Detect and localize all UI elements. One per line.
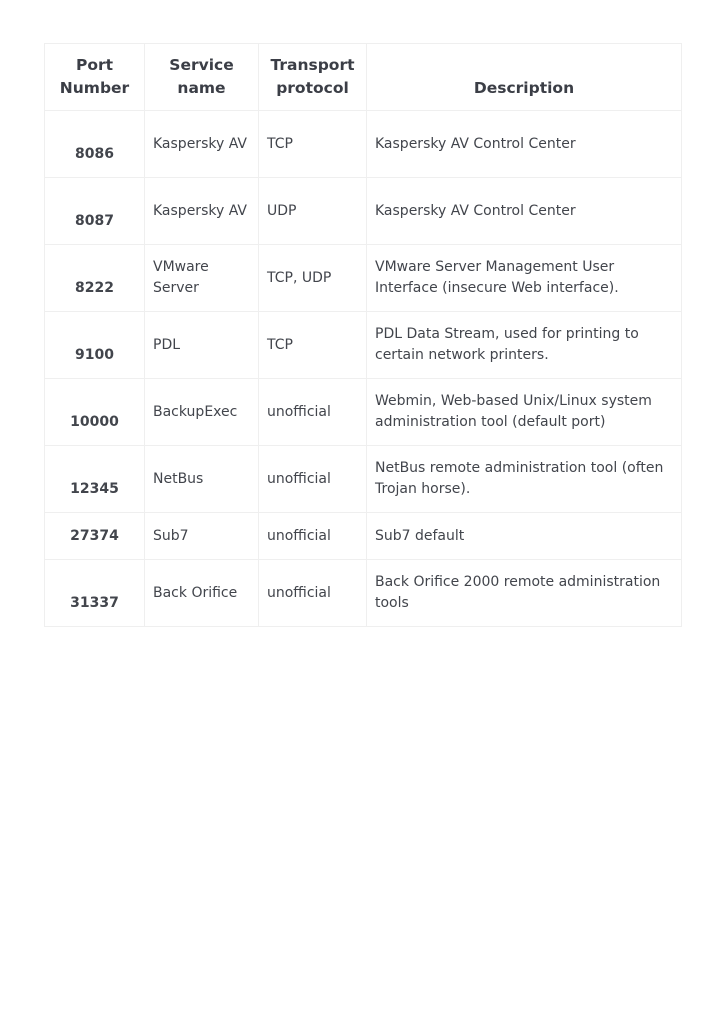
description-cell: Webmin, Web-based Unix/Linux system administration tool (default port) <box>367 379 682 446</box>
service-cell: Kaspersky AV <box>145 111 259 178</box>
service-cell: PDL <box>145 312 259 379</box>
header-service-name: Service name <box>145 44 259 111</box>
header-transport-protocol: Transport protocol <box>259 44 367 111</box>
transport-cell: TCP, UDP <box>259 245 367 312</box>
table-row <box>45 379 682 446</box>
description-cell: Sub7 default <box>367 513 682 560</box>
description-cell: Back Orifice 2000 remote administration tools <box>367 560 682 627</box>
port-cell: 8086 <box>45 111 145 178</box>
port-cell: 9100 <box>45 312 145 379</box>
header-description: Description <box>367 44 682 111</box>
transport-cell: UDP <box>259 178 367 245</box>
service-cell: Kaspersky AV <box>145 178 259 245</box>
ports-table <box>44 43 682 627</box>
port-cell: 8087 <box>45 178 145 245</box>
port-cell: 27374 <box>45 513 145 560</box>
transport-cell: unofficial <box>259 379 367 446</box>
transport-cell: unofficial <box>259 513 367 560</box>
description-cell: PDL Data Stream, used for printing to certain network printers. <box>367 312 682 379</box>
table-header-row <box>45 44 682 111</box>
service-cell: NetBus <box>145 446 259 513</box>
service-cell: VMware Server <box>145 245 259 312</box>
transport-cell: unofficial <box>259 446 367 513</box>
table-row <box>45 446 682 513</box>
table-row <box>45 245 682 312</box>
description-cell: VMware Server Management User Interface (insecure Web interface). <box>367 245 682 312</box>
port-cell: 31337 <box>45 560 145 627</box>
table-row <box>45 513 682 560</box>
table-row <box>45 560 682 627</box>
description-cell: Kaspersky AV Control Center <box>367 178 682 245</box>
transport-cell: unofficial <box>259 560 367 627</box>
transport-cell: TCP <box>259 111 367 178</box>
transport-cell: TCP <box>259 312 367 379</box>
description-cell: NetBus remote administration tool (often Trojan horse). <box>367 446 682 513</box>
table-row <box>45 178 682 245</box>
service-cell: BackupExec <box>145 379 259 446</box>
port-cell: 8222 <box>45 245 145 312</box>
port-cell: 10000 <box>45 379 145 446</box>
service-cell: Sub7 <box>145 513 259 560</box>
port-cell: 12345 <box>45 446 145 513</box>
table-row <box>45 312 682 379</box>
header-port-number: Port Number <box>45 44 145 111</box>
description-cell: Kaspersky AV Control Center <box>367 111 682 178</box>
table-row <box>45 111 682 178</box>
service-cell: Back Orifice <box>145 560 259 627</box>
